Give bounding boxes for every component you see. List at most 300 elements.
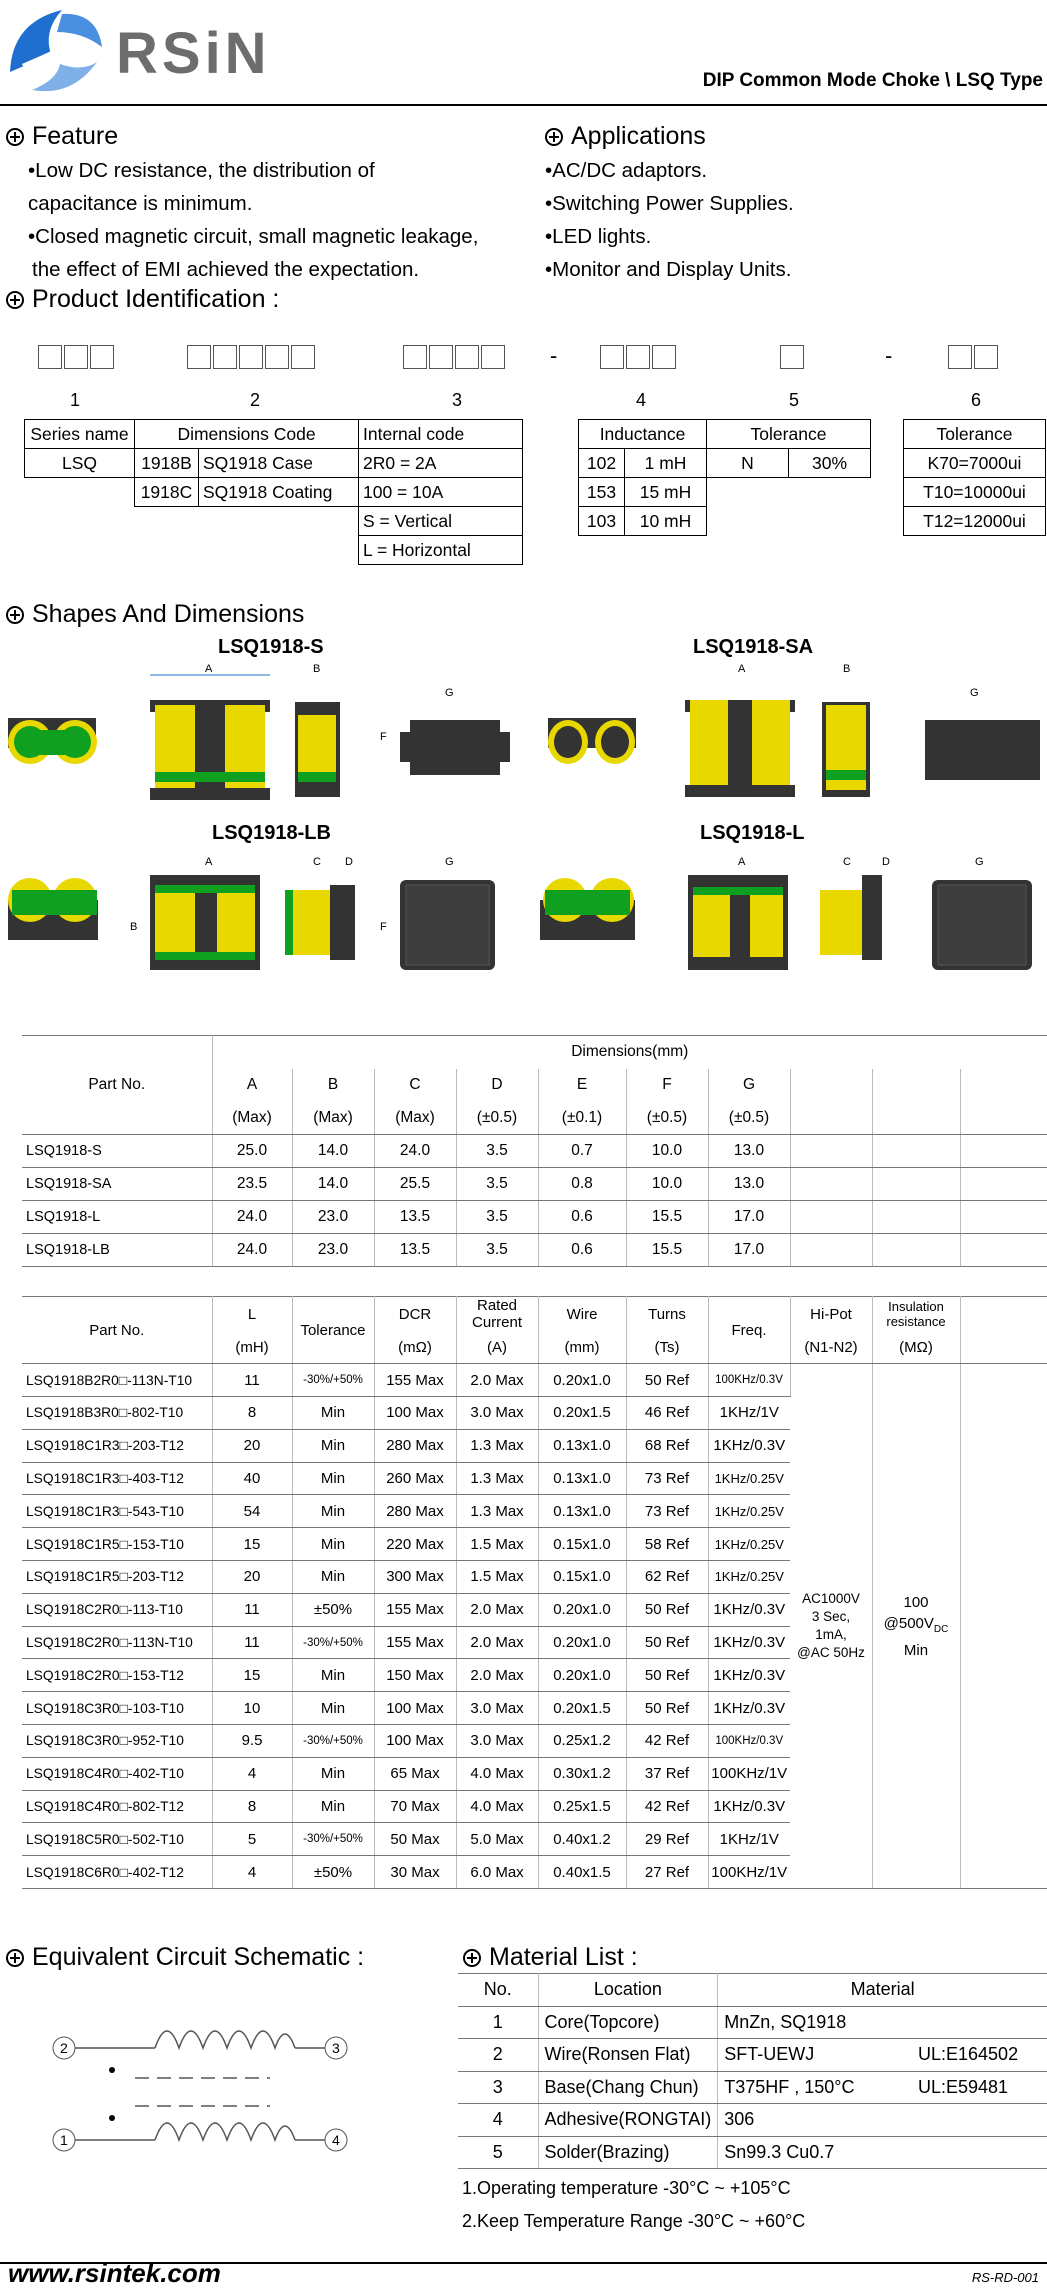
cell: 2R0 = 2A: [359, 449, 523, 478]
cell: 3.5: [456, 1201, 538, 1234]
hipot-line: AC1000V: [802, 1591, 860, 1607]
lsq1918-s-bottom-view: [380, 687, 510, 775]
lsq1918-sa-front-view: [685, 663, 795, 797]
cell: 1: [458, 2006, 538, 2039]
cell: -30%/+50%: [292, 1626, 374, 1659]
cell: SQ1918 Case: [199, 449, 359, 478]
cell: 14.0: [292, 1168, 374, 1201]
col-header: Hi-Pot: [790, 1297, 872, 1332]
cell: 1 mH: [625, 449, 707, 478]
cell: 17.0: [708, 1234, 790, 1267]
cell: 1.5 Max: [456, 1528, 538, 1561]
cell: 13.0: [708, 1168, 790, 1201]
feature-item: •Low DC resistance, the distribution of: [28, 159, 375, 182]
pin-label: 4: [332, 2132, 340, 2148]
cell: 15: [212, 1528, 292, 1561]
cell: 13.5: [374, 1201, 456, 1234]
material-heading-text: Material List :: [489, 1943, 638, 1971]
lsq1918-lb-top-view: [8, 878, 98, 940]
table-row: [458, 2104, 1047, 2137]
col-header: Dimensions Code: [135, 420, 359, 449]
cell: 155 Max: [374, 1364, 456, 1397]
cell: 2.0 Max: [456, 1364, 538, 1397]
shape-drawings-row1: [0, 660, 1047, 820]
lsq1918-l-top-view: [540, 878, 635, 940]
cell: 50 Ref: [626, 1364, 708, 1397]
cell: 0.20x1.0: [538, 1626, 626, 1659]
model-label: LSQ1918-S: [218, 636, 324, 658]
footer-code: RS-RD-001: [971, 2270, 1039, 2285]
cell: 4: [212, 1856, 292, 1889]
cell: 100 = 10A: [359, 478, 523, 507]
cell: SQ1918 Coating: [199, 478, 359, 507]
cell: 0.20x1.0: [538, 1364, 626, 1397]
cell: 20: [212, 1561, 292, 1594]
cell: 100 Max: [374, 1692, 456, 1725]
crosshair-icon: [6, 606, 24, 624]
cell: 62 Ref: [626, 1561, 708, 1594]
cell: 1KHz/0.3V: [708, 1626, 790, 1659]
cell: 42 Ref: [626, 1725, 708, 1758]
cell: 29 Ref: [626, 1823, 708, 1856]
cell: ±50%: [292, 1593, 374, 1626]
cell: 2.0 Max: [456, 1593, 538, 1626]
cell: 50 Ref: [626, 1659, 708, 1692]
cell: K70=7000ui: [904, 449, 1046, 478]
position-number: 2: [250, 390, 261, 410]
cell: 4.0 Max: [456, 1757, 538, 1790]
table-row: [458, 2071, 1047, 2104]
cell: 14.0: [292, 1135, 374, 1168]
cell: 4: [458, 2104, 538, 2137]
col-header: L: [212, 1297, 292, 1332]
cell: 10: [212, 1692, 292, 1725]
cell: 15.5: [626, 1201, 708, 1234]
cell: 1KHz/1V: [708, 1397, 790, 1430]
crosshair-icon: [6, 128, 24, 146]
shapes-heading: [6, 600, 304, 629]
cell: 5: [212, 1823, 292, 1856]
cell: LSQ1918C3R0□-952-T10: [22, 1725, 212, 1758]
cell: 0.30x1.2: [538, 1757, 626, 1790]
cell: 11: [212, 1626, 292, 1659]
cell: 10.0: [626, 1168, 708, 1201]
cell: 0.20x1.0: [538, 1659, 626, 1692]
cell: 0.7: [538, 1135, 626, 1168]
cell: 0.25x1.5: [538, 1790, 626, 1823]
cell: Solder(Brazing): [538, 2136, 718, 2169]
col-header: No.: [458, 1974, 538, 2007]
cell: 24.0: [212, 1201, 292, 1234]
col-header: Insulation resistance: [872, 1297, 960, 1332]
cell: [912, 2136, 1047, 2169]
cell: LSQ1918C2R0□-113N-T10: [22, 1626, 212, 1659]
crosshair-icon: [463, 1949, 481, 1967]
col-header: Tolerance: [292, 1297, 374, 1364]
cell: [912, 2006, 1047, 2039]
cell: 100 Max: [374, 1397, 456, 1430]
cell: Min: [292, 1495, 374, 1528]
dim-letter: A: [205, 663, 213, 675]
col-unit: (mΩ): [374, 1331, 456, 1364]
col-header: Freq.: [708, 1297, 790, 1364]
cell: SFT-UEWJ: [718, 2039, 912, 2072]
cell: Min: [292, 1397, 374, 1430]
cell: LSQ1918C5R0□-502-T10: [22, 1823, 212, 1856]
cell: 1.3 Max: [456, 1495, 538, 1528]
cell: 0.13x1.0: [538, 1429, 626, 1462]
cell: T375HF , 150°C: [718, 2071, 912, 2104]
cell: 73 Ref: [626, 1495, 708, 1528]
lsq1918-l-bottom-view: [932, 856, 1032, 970]
cell: 1.3 Max: [456, 1429, 538, 1462]
cell: 1KHz/0.3V: [708, 1429, 790, 1462]
svg-text:B: B: [130, 921, 138, 933]
cell: [912, 2104, 1047, 2137]
cell: 3.0 Max: [456, 1397, 538, 1430]
pin-label: 3: [332, 2040, 340, 2056]
cell: 42 Ref: [626, 1790, 708, 1823]
cell: 280 Max: [374, 1429, 456, 1462]
col-header: Rated Current: [456, 1297, 538, 1332]
lsq1918-l-side-view: [820, 856, 890, 960]
cell: 3.0 Max: [456, 1692, 538, 1725]
cell: 27 Ref: [626, 1856, 708, 1889]
col-unit: (A): [456, 1331, 538, 1364]
col-unit: (±0.5): [626, 1102, 708, 1135]
lsq1918-s-top-view: [8, 718, 97, 764]
cell: LSQ1918C1R5□-153-T10: [22, 1528, 212, 1561]
material-heading: [463, 1943, 638, 1972]
cell: S = Vertical: [359, 507, 523, 536]
product-id-heading: [6, 285, 279, 314]
cell: 4: [212, 1757, 292, 1790]
cell: LSQ1918C1R3□-403-T12: [22, 1462, 212, 1495]
svg-text:A: A: [205, 856, 213, 868]
cell: 0.6: [538, 1234, 626, 1267]
cell: 11: [212, 1593, 292, 1626]
logo-text: RSiN: [116, 21, 271, 86]
cell: 40: [212, 1462, 292, 1495]
svg-text:G: G: [975, 856, 984, 868]
cell: 100 Max: [374, 1725, 456, 1758]
lsq1918-sa-top-view: [548, 718, 636, 764]
code-boxes-1: [38, 345, 116, 369]
cell: -30%/+50%: [292, 1725, 374, 1758]
cell: 8: [212, 1397, 292, 1430]
cell: 3.5: [456, 1135, 538, 1168]
code-boxes-4: [600, 345, 678, 369]
col-header: D: [456, 1069, 538, 1102]
table-row: [22, 1201, 1047, 1234]
col-unit: (±0.5): [456, 1102, 538, 1135]
code-boxes-3: [403, 345, 507, 369]
col-unit: (Max): [374, 1102, 456, 1135]
cell: Core(Topcore): [538, 2006, 718, 2039]
cell: 0.25x1.2: [538, 1725, 626, 1758]
cell: LSQ1918C1R3□-203-T12: [22, 1429, 212, 1462]
cell: N: [707, 449, 789, 478]
crosshair-icon: [6, 1949, 24, 1967]
cell: 54: [212, 1495, 292, 1528]
cell: 0.15x1.0: [538, 1528, 626, 1561]
lsq1918-lb-side-view: [285, 856, 355, 960]
col-header: Inductance: [579, 420, 707, 449]
cell: 17.0: [708, 1201, 790, 1234]
cell: 25.5: [374, 1168, 456, 1201]
cell: 0.20x1.0: [538, 1593, 626, 1626]
cell: 25.0: [212, 1135, 292, 1168]
col-header: Wire: [538, 1297, 626, 1332]
col-header: Material: [718, 1974, 1047, 2007]
feature-item: the effect of EMI achieved the expectation.: [32, 258, 420, 281]
cell: 0.40x1.5: [538, 1856, 626, 1889]
svg-text:F: F: [380, 731, 387, 743]
cell: LSQ1918-LB: [22, 1234, 212, 1267]
cell: 1KHz/0.3V: [708, 1692, 790, 1725]
svg-text:A: A: [738, 856, 746, 868]
cell: LSQ1918C6R0□-402-T12: [22, 1856, 212, 1889]
col-unit: (MΩ): [872, 1331, 960, 1364]
cell: 30 Max: [374, 1856, 456, 1889]
inductance-tolerance-table: [578, 419, 871, 536]
col-header: B: [292, 1069, 374, 1102]
cell: Wire(Ronsen Flat): [538, 2039, 718, 2072]
part-no-header: Part No.: [22, 1036, 212, 1135]
header-divider: [0, 104, 1047, 106]
cell: 103: [579, 507, 625, 536]
cell: 100KHz/1V: [708, 1757, 790, 1790]
cell: LSQ1918-SA: [22, 1168, 212, 1201]
circuit-heading-text: Equivalent Circuit Schematic :: [32, 1943, 365, 1971]
cell: Min: [292, 1528, 374, 1561]
application-item: •AC/DC adaptors.: [545, 159, 708, 182]
hipot-cell: [790, 1364, 872, 1889]
feature-heading: [6, 122, 118, 151]
cell: 1KHz/0.25V: [708, 1561, 790, 1594]
cell: 220 Max: [374, 1528, 456, 1561]
cell: T10=10000ui: [904, 478, 1046, 507]
cell: 100KHz/0.3V: [708, 1725, 790, 1758]
product-id-heading-text: Product Identification :: [32, 285, 280, 313]
lsq1918-sa-bottom-view: [925, 687, 1040, 780]
col-header: F: [626, 1069, 708, 1102]
cell: 24.0: [374, 1135, 456, 1168]
cell: 37 Ref: [626, 1757, 708, 1790]
feature-item: capacitance is minimum.: [28, 192, 253, 215]
cell: 3.5: [456, 1168, 538, 1201]
material-table: [458, 1973, 1047, 2169]
model-label: LSQ1918-L: [700, 822, 805, 844]
cell: 1918C: [135, 478, 199, 507]
cell: 13.5: [374, 1234, 456, 1267]
position-number: 3: [452, 390, 463, 410]
circuit-schematic: [40, 2000, 370, 2170]
cell: LSQ1918B2R0□-113N-T10: [22, 1364, 212, 1397]
cell: 1KHz/0.25V: [708, 1528, 790, 1561]
cell: 3.0 Max: [456, 1725, 538, 1758]
cell: 2.0 Max: [456, 1626, 538, 1659]
col-unit: (N1-N2): [790, 1331, 872, 1364]
cell: LSQ: [25, 449, 135, 478]
cell: L = Horizontal: [359, 536, 523, 565]
col-unit: (mH): [212, 1331, 292, 1364]
col-header: A: [212, 1069, 292, 1102]
hipot-line: 3 Sec,: [811, 1609, 851, 1625]
cell: 11: [212, 1364, 292, 1397]
cell: 15: [212, 1659, 292, 1692]
cell: 58 Ref: [626, 1528, 708, 1561]
code-boxes-5: [780, 345, 806, 369]
dash: -: [550, 343, 558, 368]
cell: 155 Max: [374, 1593, 456, 1626]
table-row: [22, 1168, 1047, 1201]
lsq1918-l-front-view: [688, 856, 788, 970]
cell: 70 Max: [374, 1790, 456, 1823]
col-header: Series name: [25, 420, 135, 449]
col-header: G: [708, 1069, 790, 1102]
cell: 15.5: [626, 1234, 708, 1267]
svg-text:F: F: [380, 921, 387, 933]
cell: 68 Ref: [626, 1429, 708, 1462]
cell: LSQ1918C1R3□-543-T10: [22, 1495, 212, 1528]
cell: LSQ1918C4R0□-402-T10: [22, 1757, 212, 1790]
cell: 280 Max: [374, 1495, 456, 1528]
cell: 1KHz/0.3V: [708, 1790, 790, 1823]
feature-heading-text: Feature: [32, 122, 119, 150]
svg-text:B: B: [313, 663, 321, 675]
lsq1918-s-front-view: [150, 663, 270, 800]
cell: UL:E164502: [912, 2039, 1047, 2072]
svg-text:D: D: [882, 856, 890, 868]
cell: 0.13x1.0: [538, 1495, 626, 1528]
insulation-cell: 100 $@500V_{DC}$ Min: [872, 1364, 960, 1889]
application-item: •Switching Power Supplies.: [545, 192, 794, 215]
cell: 15 mH: [625, 478, 707, 507]
position-number: 1: [70, 390, 81, 410]
cell: 0.20x1.5: [538, 1397, 626, 1430]
cell: 102: [579, 449, 625, 478]
cell: MnZn, SQ1918: [718, 2006, 912, 2039]
feature-item: •Closed magnetic circuit, small magnetic leakage,: [28, 225, 479, 248]
position-number: 4: [636, 390, 647, 410]
cell: 13.0: [708, 1135, 790, 1168]
model-label: LSQ1918-LB: [212, 822, 331, 844]
dimensions-header: Dimensions(mm): [571, 1043, 689, 1061]
application-item: •Monitor and Display Units.: [545, 258, 792, 281]
cell: 2.0 Max: [456, 1659, 538, 1692]
lsq1918-lb-bottom-view: [380, 856, 495, 970]
cell: Base(Chang Chun): [538, 2071, 718, 2104]
cell: 306: [718, 2104, 912, 2137]
position-number: 5: [789, 390, 800, 410]
cell: 0.8: [538, 1168, 626, 1201]
note: 1.Operating temperature -30°C ~ +105°C: [462, 2178, 791, 2198]
pin-label: 2: [60, 2040, 68, 2056]
applications-list: [545, 154, 794, 286]
col-header: Location: [538, 1974, 718, 2007]
cell: 3.5: [456, 1234, 538, 1267]
application-item: •LED lights.: [545, 225, 652, 248]
table-row: [458, 2136, 1047, 2169]
cell: Adhesive(RONGTAI): [538, 2104, 718, 2137]
cell: 0.13x1.0: [538, 1462, 626, 1495]
table-row: [22, 1364, 1047, 1397]
table-row: [458, 2006, 1047, 2039]
cell: 50 Ref: [626, 1626, 708, 1659]
cell: LSQ1918C2R0□-113-T10: [22, 1593, 212, 1626]
col-header: Tolerance: [707, 420, 871, 449]
tolerance-table: [903, 419, 1046, 536]
col-unit: (Max): [292, 1102, 374, 1135]
hipot-line: @AC 50Hz: [797, 1645, 865, 1661]
cell: 50 Ref: [626, 1593, 708, 1626]
cell: 30%: [789, 449, 871, 478]
cell: 73 Ref: [626, 1462, 708, 1495]
svg-text:G: G: [970, 687, 979, 699]
col-header: Turns: [626, 1297, 708, 1332]
svg-text:A: A: [738, 663, 746, 675]
cell: 1KHz/1V: [708, 1823, 790, 1856]
hipot-line: 1mA,: [815, 1627, 847, 1643]
note: 2.Keep Temperature Range -30°C ~ +60°C: [462, 2211, 806, 2231]
cell: 6.0 Max: [456, 1856, 538, 1889]
cell: 1KHz/0.3V: [708, 1659, 790, 1692]
cell: 1KHz/0.25V: [708, 1495, 790, 1528]
col-header: E: [538, 1069, 626, 1102]
dash: -: [885, 343, 893, 368]
cell: 5.0 Max: [456, 1823, 538, 1856]
dimensions-table: [22, 1035, 1047, 1267]
cell: 10.0: [626, 1135, 708, 1168]
col-header: C: [374, 1069, 456, 1102]
cell: 23.5: [212, 1168, 292, 1201]
cell: 1918B: [135, 449, 199, 478]
cell: 4.0 Max: [456, 1790, 538, 1823]
cell: Min: [292, 1561, 374, 1594]
cell: Min: [292, 1659, 374, 1692]
cell: 5: [458, 2136, 538, 2169]
cell: Min: [292, 1790, 374, 1823]
cell: 23.0: [292, 1201, 374, 1234]
cell: 1.3 Max: [456, 1462, 538, 1495]
cell: 46 Ref: [626, 1397, 708, 1430]
pin-label: 1: [60, 2132, 68, 2148]
col-unit: (±0.5): [708, 1102, 790, 1135]
cell: 1KHz/0.25V: [708, 1462, 790, 1495]
applications-heading: [545, 122, 706, 151]
col-unit: (±0.1): [538, 1102, 626, 1135]
cell: 9.5: [212, 1725, 292, 1758]
cell: LSQ1918B3R0□-802-T10: [22, 1397, 212, 1430]
svg-text:G: G: [445, 687, 454, 699]
cell: -30%/+50%: [292, 1364, 374, 1397]
cell: 8: [212, 1790, 292, 1823]
cell: UL:E59481: [912, 2071, 1047, 2104]
cell: 1.5 Max: [456, 1561, 538, 1594]
cell: 1KHz/0.3V: [708, 1593, 790, 1626]
cell: 300 Max: [374, 1561, 456, 1594]
table-row: [22, 1135, 1047, 1168]
specification-table: [22, 1296, 1047, 1889]
cell: LSQ1918C1R5□-203-T12: [22, 1561, 212, 1594]
footer-url[interactable]: www.rsintek.com: [8, 2258, 221, 2288]
code-boxes-6: [948, 345, 1000, 369]
cell: Min: [292, 1429, 374, 1462]
cell: 0.20x1.5: [538, 1692, 626, 1725]
cell: 155 Max: [374, 1626, 456, 1659]
lsq1918-sa-side-view: [822, 663, 870, 797]
